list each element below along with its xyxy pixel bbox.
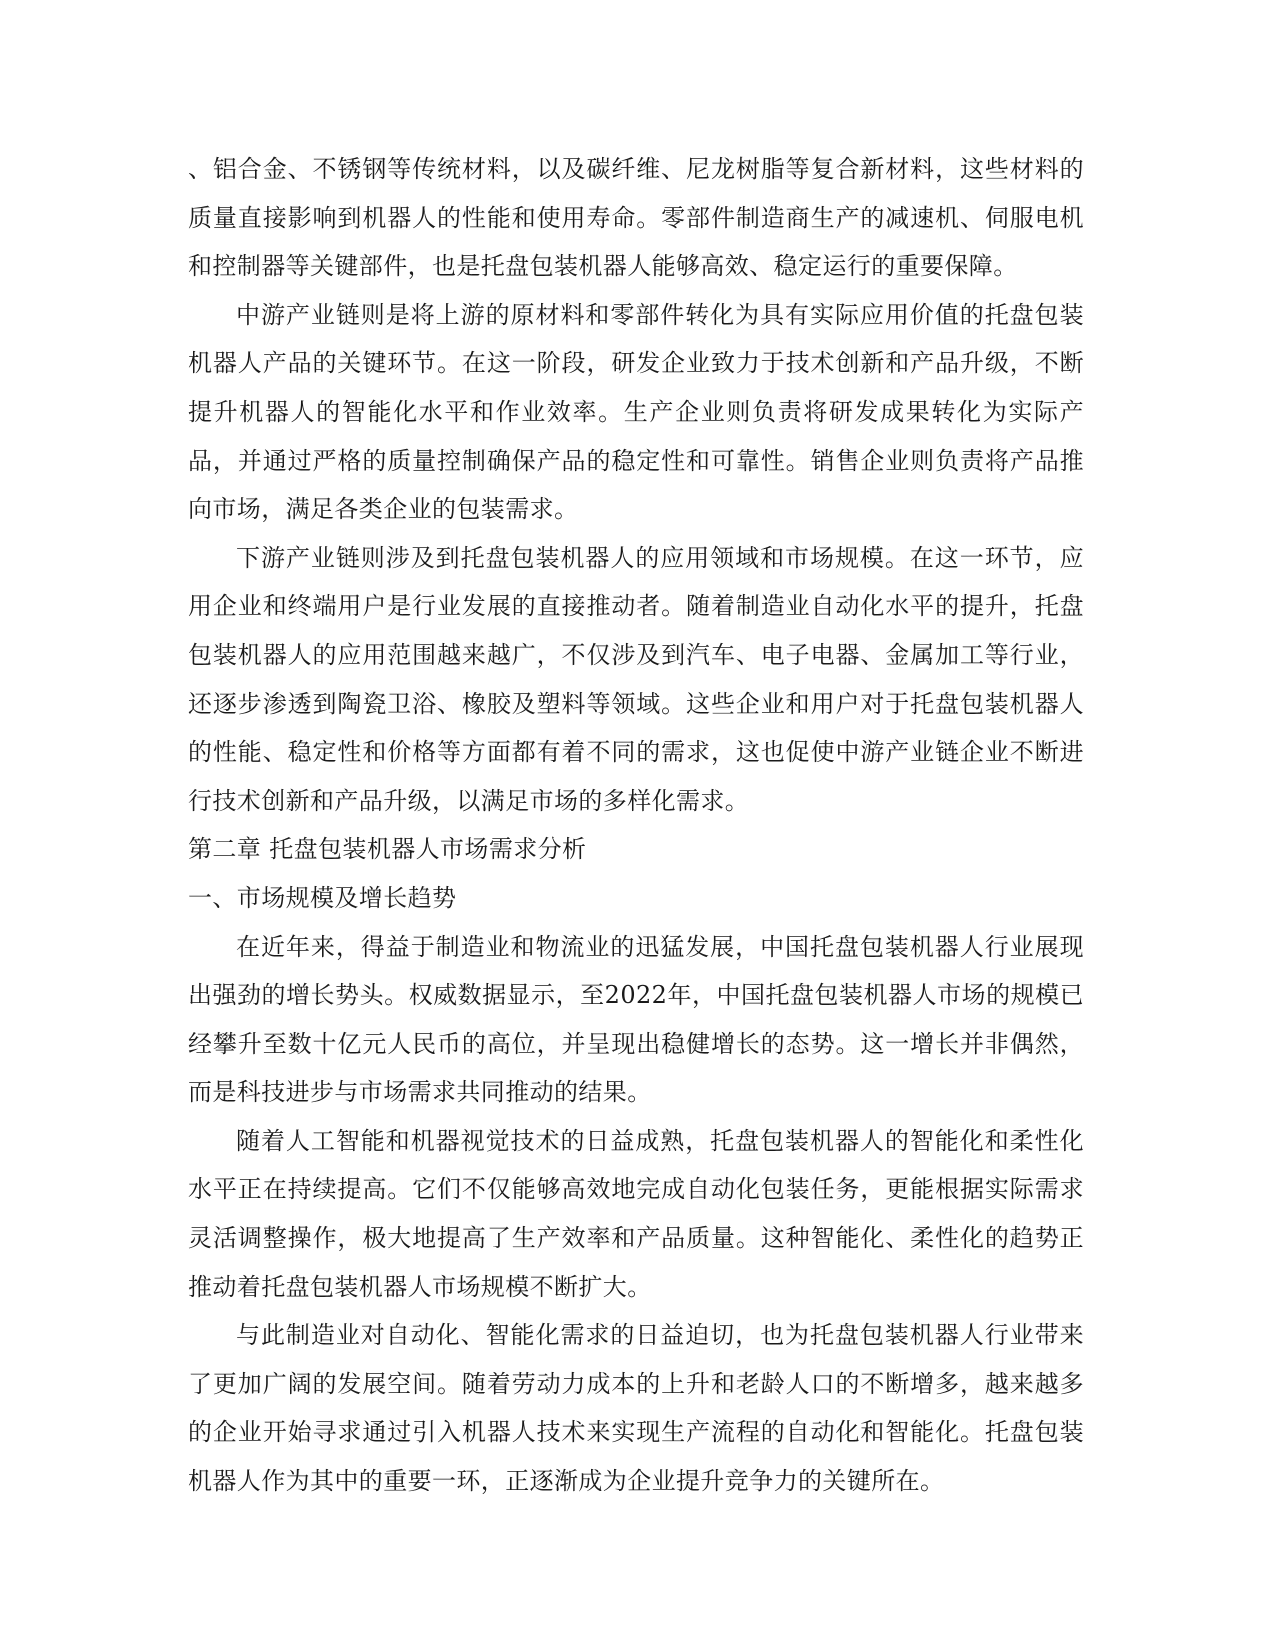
chapter-heading: 第二章 托盘包装机器人市场需求分析 — [188, 835, 587, 864]
paragraph-ai-vision: 随着人工智能和机器视觉技术的日益成熟，托盘包装机器人的智能化和柔性化水平正在持续提高。它们不仅能够高效地完成自动化包装任务，更能根据实际需求灵活调整操作，极大地提高了生产效率和产品质量。这种智能化、柔性化的趋势正推动着托盘包装机器人市场规模不断扩大。 — [188, 1126, 1084, 1301]
section-heading: 一、市场规模及增长趋势 — [188, 883, 457, 912]
paragraph-midstream: 中游产业链则是将上游的原材料和零部件转化为具有实际应用价值的托盘包装机器人产品的关键环节。在这一阶段，研发企业致力于技术创新和产品升级，不断提升机器人的智能化水平和作业效率。生产企业则负责将研发成果转化为实际产品，并通过严格的质量控制确保产品的稳定性和可靠性。销售企业则负责将产品推向市场，满足各类企业的包装需求。 — [188, 300, 1084, 524]
paragraph-upstream-materials: 、铝合金、不锈钢等传统材料，以及碳纤维、尼龙树脂等复合新材料，这些材料的质量直接影响到机器人的性能和使用寿命。零部件制造商生产的减速机、伺服电机和控制器等关键部件，也是托盘包装机器人能够高效、稳定运行的重要保障。 — [188, 155, 1084, 281]
document-body — [188, 145, 1084, 1506]
paragraph-market-growth: 在近年来，得益于制造业和物流业的迅猛发展，中国托盘包装机器人行业展现出强劲的增长势头。权威数据显示，至2022年，中国托盘包装机器人市场的规模已经攀升至数十亿元人民币的高位，并呈现出稳健增长的态势。这一增长并非偶然，而是科技进步与市场需求共同推动的结果。 — [188, 932, 1084, 1107]
paragraph-automation-demand: 与此制造业对自动化、智能化需求的日益迫切，也为托盘包装机器人行业带来了更加广阔的发展空间。随着劳动力成本的上升和老龄人口的不断增多，越来越多的企业开始寻求通过引入机器人技术来实现生产流程的自动化和智能化。托盘包装机器人作为其中的重要一环，正逐渐成为企业提升竞争力的关键所在。 — [188, 1321, 1084, 1496]
paragraph-downstream: 下游产业链则涉及到托盘包装机器人的应用领域和市场规模。在这一环节，应用企业和终端用户是行业发展的直接推动者。随着制造业自动化水平的提升，托盘包装机器人的应用范围越来越广，不仅涉及到汽车、电子电器、金属加工等行业，还逐步渗透到陶瓷卫浴、橡胶及塑料等领域。这些企业和用户对于托盘包装机器人的性能、稳定性和价格等方面都有着不同的需求，这也促使中游产业链企业不断进行技术创新和产品升级，以满足市场的多样化需求。 — [188, 543, 1084, 815]
